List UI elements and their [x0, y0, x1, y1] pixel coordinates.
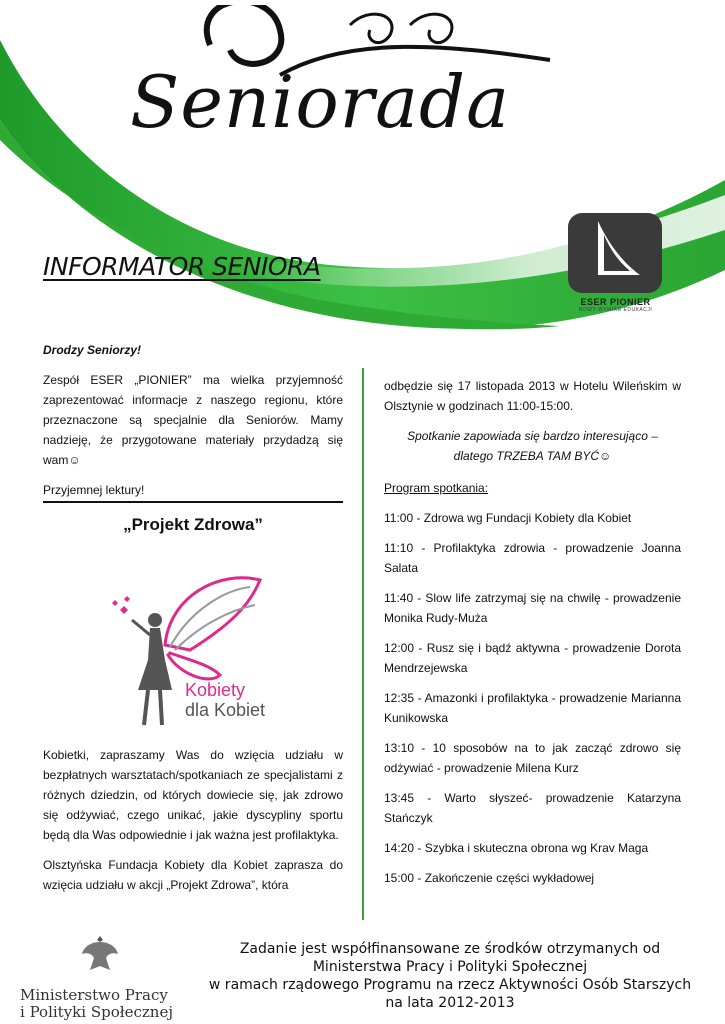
greeting: Drodzy Seniorzy! — [43, 343, 142, 357]
program-heading: Program spotkania: — [384, 481, 489, 495]
ministry-name — [20, 987, 180, 1021]
program-item: 13:10 - 10 sposobów na to jak zacząć zdrowo się odżywiać - prowadzenie Milena Kurz — [384, 741, 681, 775]
program-item: 14:20 - Szybka i skuteczna obrona wg Krav Maga — [384, 841, 649, 855]
project-paragraph-1: Kobietki, zapraszamy Was do wzięcia udziału w bezpłatnych warsztatach/spotkaniach ze specjalistami z różnych dziedzin, od których dowiecie się, jak zdrowo się odżywiać, czego unikać, jakie dyscypliny sportu będą dla Was odpowiednie i jak ważna jest profilaktyka. — [43, 748, 343, 842]
ministry-line-1: Ministerstwo Pracy — [20, 986, 168, 1004]
eser-tagline: NOWY WYMIAR EDUKACJI — [578, 307, 653, 313]
funding-line-3: w ramach rządowego Programu na rzecz Aktywności Osób Starszych — [208, 977, 692, 993]
ministry-logo — [20, 932, 180, 1021]
funding-notice — [180, 940, 720, 1012]
sail-icon — [568, 213, 662, 293]
kobiety-logo-text — [185, 680, 265, 720]
funding-line-2: Ministerstwa Pracy i Polityki Społecznej — [312, 959, 588, 975]
intro-paragraph: Zespół ESER „PIONIER” ma wielka przyjemność zaprezentować informacje z naszego regionu, które przeznaczone są specjalnie dla Seniorów. Mamy nadzieję, że przygotowane materiały przydadzą się wam☺ — [43, 373, 343, 467]
horizontal-divider — [43, 501, 343, 503]
eagle-emblem-icon — [80, 932, 120, 976]
kobiety-dla-kobiet-logo — [110, 565, 290, 735]
program-item: 12:00 - Rusz się i bądź aktywna - prowadzenie Dorota Mendrzejewska — [384, 641, 681, 675]
section-title: „Projekt Zdrowa” — [123, 515, 263, 534]
informator-heading: INFORMATOR SENIORA — [43, 252, 321, 281]
left-column — [43, 340, 343, 500]
seniorada-logo — [130, 60, 510, 144]
program-item: 13:45 - Warto słyszeć- prowadzenie Katarzyna Stańczyk — [384, 791, 681, 825]
kobiety-logo-line2: dla Kobiet — [185, 700, 266, 720]
eser-pionier-logo — [568, 213, 663, 313]
program-item: 11:10 - Profilaktyka zdrowia - prowadzenie Joanna Salata — [384, 541, 681, 575]
funding-line-1: Zadanie jest współfinansowane ze środków otrzymanych od — [239, 941, 661, 957]
program-item: 11:40 - Slow life zatrzymaj się na chwilę - prowadzenie Monika Rudy-Muża — [384, 591, 681, 625]
seniorada-logo-text: Seniorada — [130, 60, 511, 144]
invite-line-1: Spotkanie zapowiada się bardzo interesująco – — [407, 429, 658, 443]
invite-line-2: dlatego TRZEBA TAM BYĆ☺ — [453, 449, 612, 463]
kobiety-logo-line1: Kobiety — [185, 680, 246, 700]
closing-text: Przyjemnej lektury! — [43, 483, 145, 497]
funding-line-4: na lata 2012-2013 — [385, 995, 515, 1011]
ministry-line-2: i Polityki Społecznej — [20, 1003, 173, 1021]
project-description — [43, 745, 343, 895]
program-item: 12:35 - Amazonki i profilaktyka - prowadzenie Marianna Kunikowska — [384, 691, 681, 725]
program-item: 15:00 - Zakończenie części wykładowej — [384, 871, 595, 885]
right-column — [384, 376, 681, 898]
continuation-paragraph: odbędzie się 17 listopada 2013 w Hotelu Wileńskim w Olsztynie w godzinach 11:00-15:00. — [384, 379, 681, 413]
column-divider — [362, 368, 364, 920]
program-list — [384, 508, 681, 888]
project-paragraph-2: Olsztyńska Fundacja Kobiety dla Kobiet zaprasza do wzięcia udziału w akcji „Projekt Zdrowa”, która — [43, 858, 343, 892]
program-item: 11:00 - Zdrowa wg Fundacji Kobiety dla Kobiet — [384, 511, 632, 525]
eser-name: ESER PIONIER — [580, 297, 651, 307]
invite-text — [384, 426, 681, 466]
